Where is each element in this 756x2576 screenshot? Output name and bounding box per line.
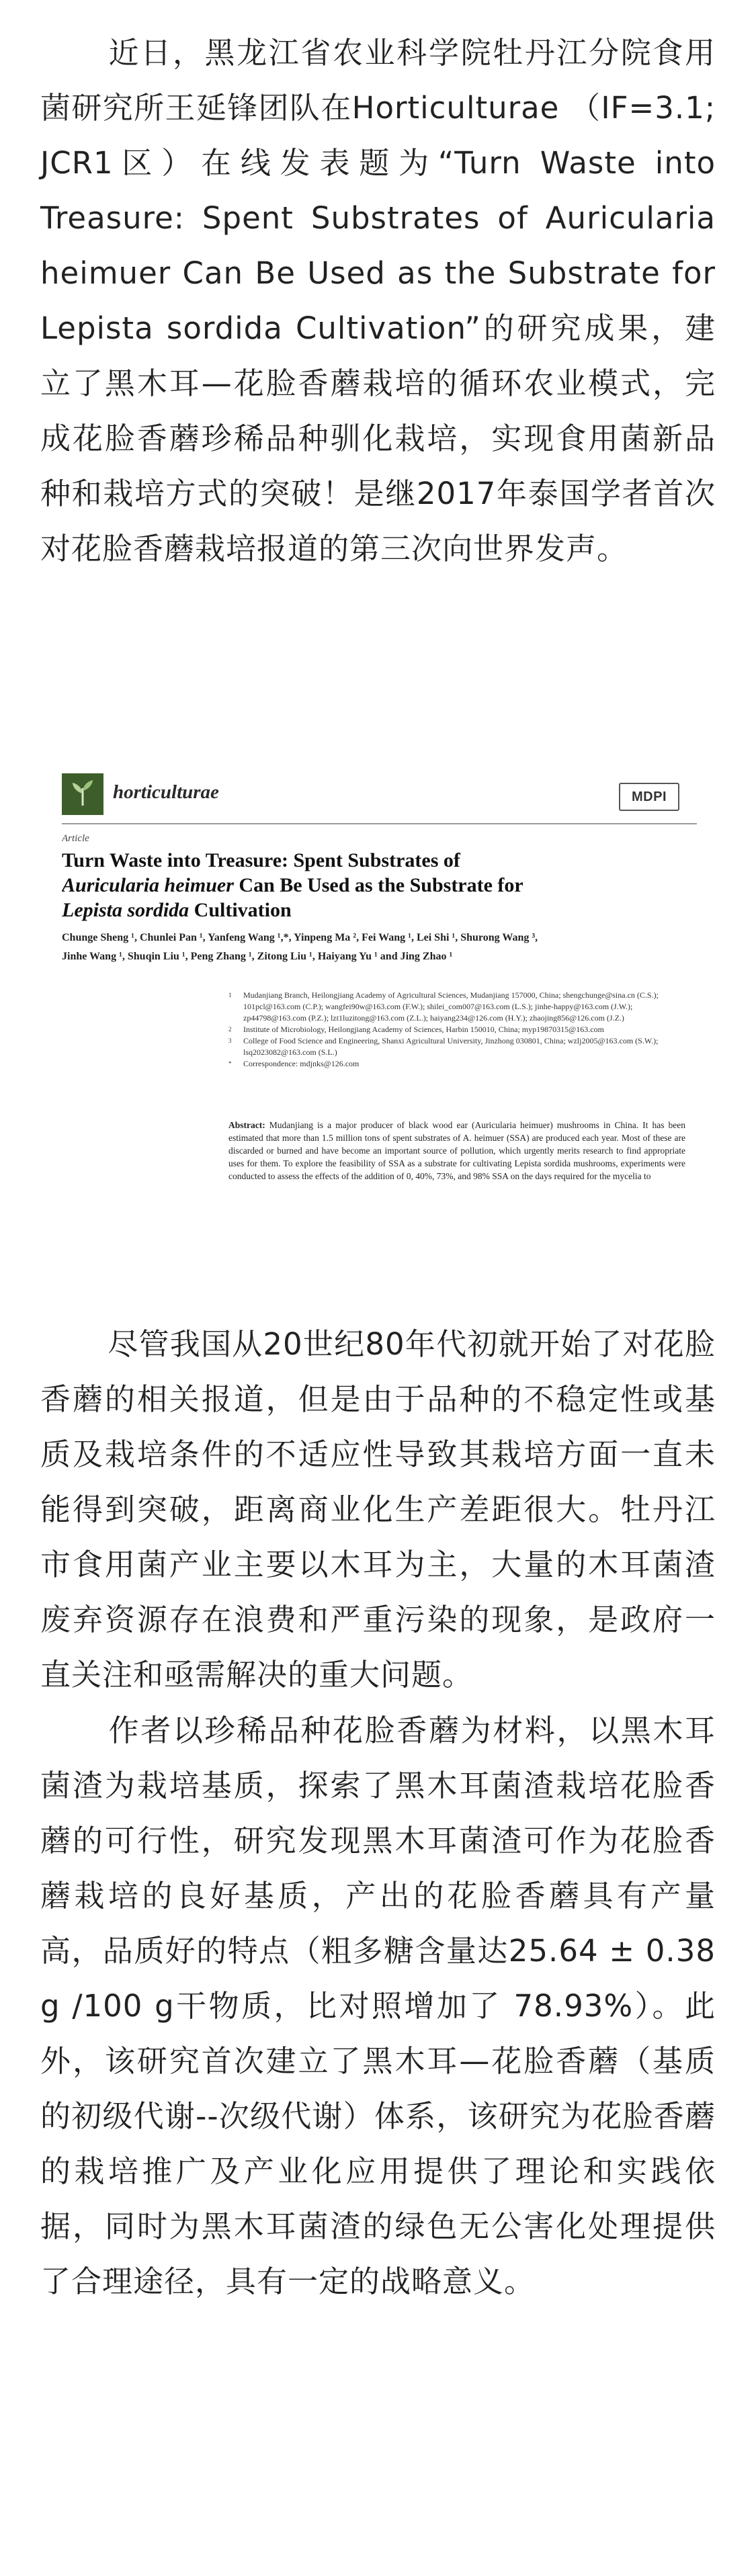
title-line-1: Turn Waste into Treasure: Spent Substrates of	[62, 849, 460, 871]
authors-line-2: Jinhe Wang ¹, Shuqin Liu ¹, Peng Zhang ¹, Zitong Liu ¹, Haiyang Yu ¹ and Jing Zhao ¹	[62, 951, 453, 962]
background-paragraph-text: 尽管我国从20世纪80年代初就开始了对花脸香蘑的相关报道，但是由于品种的不稳定性或基质及栽培条件的不适应性导致其栽培方面一直未能得到突破，距离商业化生产差距很大。牡丹江市食用菌产业主要以木耳为主，大量的木耳菌渣废弃资源存在浪费和严重污染的现象，是政府一直关注和亟需解决的重大问题。	[40, 1326, 716, 1692]
paper-abstract	[228, 1119, 685, 1183]
affiliation-item	[228, 1024, 685, 1035]
affiliation-text: Institute of Microbiology, Heilongjiang Academy of Sciences, Harbin 150010, China; myp19870315@163.com	[243, 1025, 604, 1034]
mdpi-logo: MDPI	[619, 783, 679, 811]
affiliations	[228, 990, 685, 1070]
affiliation-item	[228, 990, 685, 1024]
article-type: Article	[62, 833, 89, 844]
background-paragraph	[40, 1317, 716, 1703]
affiliation-item	[228, 1035, 685, 1058]
header-divider	[62, 823, 697, 824]
title-line-3: Cultivation	[189, 899, 292, 921]
affiliation-number: *	[228, 1060, 232, 1067]
affiliation-text: College of Food Science and Engineering, Shanxi Agricultural University, Jinzhong 030801, China; wzlj2005@163.com (S.W.); lsq2023082@163.com (S.L.)	[243, 1036, 659, 1057]
journal-name: horticulturae	[113, 781, 219, 803]
affiliation-number: 2	[228, 1026, 232, 1033]
abstract-text: Mudanjiang is a major producer of black wood ear (Auricularia heimuer) mushrooms in China. It has been estimated that more than 1.5 million tons of spent substrates of A. heimuer (SSA) are produced each year. Most of these are discarded or burned and have become an important source of pollution, which urgently merits research to find appropriate uses for them. To explore the feasibility of SSA as a substrate for cultivating Lepista sordida mushrooms, experiments were conducted to assess the effects of the addition of 0, 40%, 73%, and 98% SSA on the days required for the mycelia to	[228, 1120, 685, 1181]
title-line-2: Can Be Used as the Substrate for	[233, 874, 523, 896]
findings-paragraph-text: 作者以珍稀品种花脸香蘑为材料，以黑木耳菌渣为栽培基质，探索了黑木耳菌渣栽培花脸香蘑的可行性，研究发现黑木耳菌渣可作为花脸香蘑栽培的良好基质，产出的花脸香蘑具有产量高，品质好的特点（粗多糖含量达25.64 ± 0.38 g /100 g干物质，比对照增加了 78.93%）。此外，该研究首次建立了黑木耳—花脸香蘑（基质的初级代谢--次级代谢）体系，该研究为花脸香蘑的栽培推广及产业化应用提供了理论和实践依据，同时为黑木耳菌渣的绿色无公害化处理提供了合理途径，具有一定的战略意义。	[40, 1713, 716, 2299]
affiliation-item	[228, 1058, 685, 1070]
title-species-2: Lepista sordida	[62, 899, 190, 921]
intro-paragraph-text: 近日，黑龙江省农业科学院牡丹江分院食用菌研究所王延锋团队在Horticulturae （IF=3.1; JCR1区）在线发表题为“Turn Waste into Treasure: Spent Substrates of Auricularia heimuer Can Be Used as the Substrate for Lepista sordida Cultivation”的研究成果，建立了黑木耳—花脸香蘑栽培的循环农业模式，完成花脸香蘑珍稀品种驯化栽培，实现食用菌新品种和栽培方式的突破！是继2017年泰国学者首次对花脸香蘑栽培报道的第三次向世界发声。	[40, 35, 716, 566]
abstract-label: Abstract:	[228, 1120, 265, 1130]
paper-snapshot	[62, 742, 697, 1203]
affiliation-number: 1	[228, 992, 232, 998]
paper-authors	[62, 929, 667, 966]
affiliation-number: 3	[228, 1037, 232, 1044]
paper-header	[62, 742, 697, 803]
paper-title	[62, 848, 640, 922]
affiliation-text: Mudanjiang Branch, Heilongjiang Academy of Agricultural Sciences, Mudanjiang 157000, China; shengchunge@sina.cn (C.S.); 101pcl@163.com (C.P.); wangfei90w@163.com (F.W.); shilei_com007@163.com (L.S.); jinhe-happy@163.com (J.W.); zp44798@163.com (P.Z.); lzt1luzitong@163.com (Z.L.); haiyang234@126.com (H.Y.); zhaojing856@126.com (J.Z.)	[243, 990, 659, 1023]
findings-paragraph	[40, 1703, 716, 2309]
affiliation-text: Correspondence: mdjnks@126.com	[243, 1059, 360, 1068]
intro-paragraph	[40, 26, 716, 576]
journal-logo-icon	[62, 773, 103, 815]
title-species-1: Auricularia heimuer	[62, 874, 234, 896]
authors-line-1: Chunge Sheng ¹, Chunlei Pan ¹, Yanfeng Wang ¹,*, Yinpeng Ma ², Fei Wang ¹, Lei Shi ¹, Shurong Wang ³,	[62, 932, 538, 943]
